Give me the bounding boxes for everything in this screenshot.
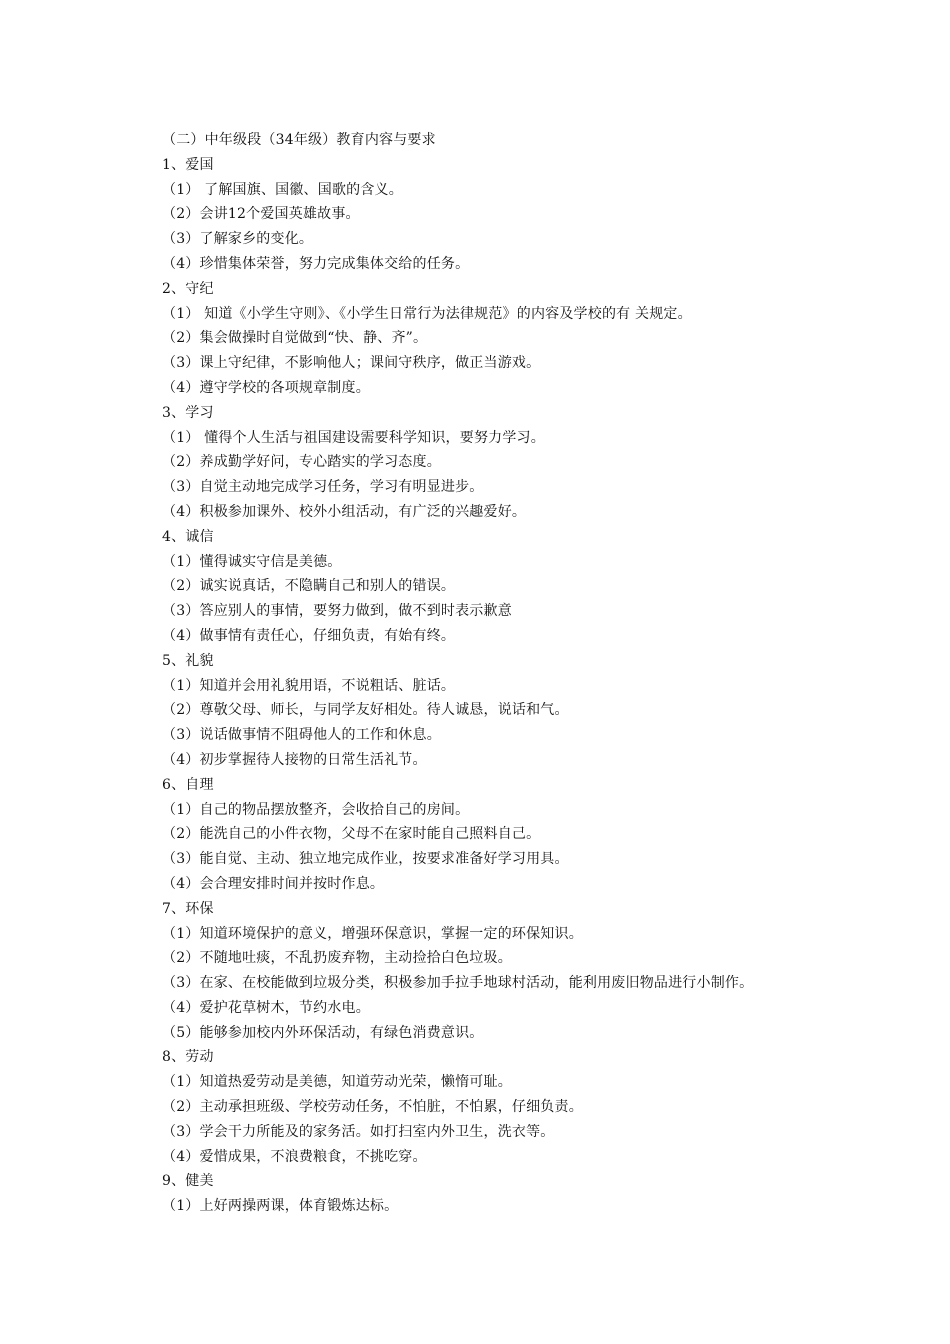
- list-item: （4）珍惜集体荣誉，努力完成集体交给的任务。: [162, 255, 470, 272]
- list-item: （3）自觉主动地完成学习任务，学习有明显进步。: [162, 479, 484, 496]
- list-item: （2）不随地吐痰，不乱扔废弃物，主动捡拾白色垃圾。: [162, 950, 512, 967]
- document-title: （二）中年级段（34年级）教育内容与要求: [162, 132, 436, 148]
- list-item: （1）知道环境保护的意义，增强环保意识，掌握一定的环保知识。: [162, 925, 583, 942]
- list-item: （1）知道并会用礼貌用语，不说粗话、脏话。: [162, 677, 456, 694]
- list-item: （3）答应别人的事情，要努力做到，做不到时表示歉意: [162, 603, 512, 620]
- list-item: （1） 了解国旗、国徽、国歌的含义。: [162, 181, 403, 198]
- list-item: （3）了解家乡的变化。: [162, 231, 314, 248]
- list-item: （2）诚实说真话，不隐瞒自己和别人的错误。: [162, 578, 456, 595]
- section-heading-fitness: 9、健美: [162, 1173, 214, 1190]
- list-item: （1） 懂得个人生活与祖国建设需要科学知识，要努力学习。: [162, 429, 545, 446]
- list-item: （1）知道热爱劳动是美德，知道劳动光荣，懒惰可耻。: [162, 1074, 512, 1091]
- list-item: （2）会讲12个爱国英雄故事。: [162, 206, 360, 223]
- list-item: （3）学会干力所能及的家务活。如打扫室内外卫生，洗衣等。: [162, 1123, 555, 1140]
- section-heading-environment: 7、环保: [162, 900, 214, 917]
- section-heading-labor: 8、劳动: [162, 1049, 214, 1066]
- list-item: （3）说话做事情不阻碍他人的工作和休息。: [162, 727, 441, 744]
- list-item: （4）初步掌握待人接物的日常生活礼节。: [162, 751, 427, 768]
- document-body: [162, 128, 922, 1219]
- list-item: （4）做事情有责任心，仔细负责，有始有终。: [162, 627, 456, 644]
- list-item: （4）积极参加课外、校外小组活动，有广泛的兴趣爱好。: [162, 503, 527, 520]
- list-item: （4）爱护花草树木，节约水电。: [162, 999, 370, 1016]
- list-item: （1）自己的物品摆放整齐，会收拾自己的房间。: [162, 801, 470, 818]
- list-item: （2）尊敬父母、师长，与同学友好相处。待人诚恳，说话和气。: [162, 702, 569, 719]
- section-heading-study: 3、学习: [162, 404, 214, 421]
- list-item: （1）上好两操两课，体育锻炼达标。: [162, 1198, 399, 1215]
- list-item: （3）能自觉、主动、独立地完成作业，按要求准备好学习用具。: [162, 851, 569, 868]
- list-item: （2）集会做操时自觉做到“快、静、齐”。: [162, 330, 428, 347]
- list-item: （4）遵守学校的各项规章制度。: [162, 379, 370, 396]
- section-heading-self-care: 6、自理: [162, 776, 214, 793]
- list-item: （5）能够参加校内外环保活动，有绿色消费意识。: [162, 1024, 484, 1041]
- list-item: （3）课上守纪律，不影响他人；课间守秩序，做正当游戏。: [162, 355, 541, 372]
- section-heading-patriotism: 1、爱国: [162, 156, 214, 173]
- list-item: （1）懂得诚实守信是美德。: [162, 553, 342, 570]
- list-item: （3）在家、在校能做到垃圾分类，积极参加手拉手地球村活动，能利用废旧物品进行小制作。: [162, 975, 754, 992]
- section-heading-discipline: 2、守纪: [162, 280, 214, 297]
- list-item: （2）主动承担班级、学校劳动任务，不怕脏，不怕累，仔细负责。: [162, 1099, 583, 1116]
- list-item: （4）爱惜成果，不浪费粮食，不挑吃穿。: [162, 1148, 427, 1165]
- section-heading-courtesy: 5、礼貌: [162, 652, 214, 669]
- list-item: （4）会合理安排时间并按时作息。: [162, 875, 385, 892]
- list-item: （2）能洗自己的小件衣物，父母不在家时能自己照料自己。: [162, 826, 541, 843]
- list-item: （1） 知道《小学生守则》、《小学生日常行为法律规范》的内容及学校的有 关规定。: [162, 305, 692, 322]
- section-heading-integrity: 4、诚信: [162, 528, 214, 545]
- list-item: （2）养成勤学好问，专心踏实的学习态度。: [162, 454, 441, 471]
